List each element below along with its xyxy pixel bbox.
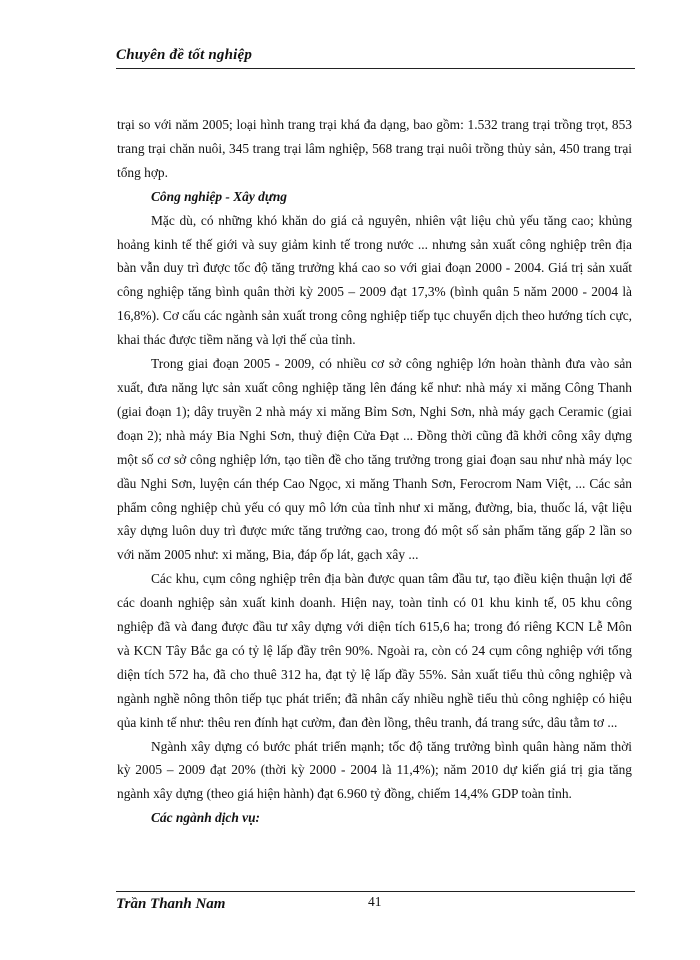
section-heading-industry-construction: Công nghiệp - Xây dựng <box>151 188 287 204</box>
header-divider <box>116 68 635 69</box>
paragraph-industrial-projects: Trong giai đoạn 2005 - 2009, có nhiều cơ sở công nghiệp lớn hoàn thành đưa vào sản xuất, đưa năng lực sản xuất công nghiệp tăng lên đáng kể như: nhà máy xi măng Công Thanh (giai đoạn 1); dây truyền 2 nhà máy xi măng Bỉm Sơn, Nghi Sơn, nhà máy gạch Ceramic (giai đoạn 2); nhà máy Bia Nghi Sơn, thuỷ điện Cửa Đạt ... Đồng thời cũng đã khởi công xây dựng một số cơ sở công nghiệp lớn, tạo tiền đề cho tăng trưởng trong giai đoạn sau như nhà máy lọc dầu Nghi Sơn, luyện cán thép Cao Ngọc, xi măng Thanh Sơn, Ferocrom Nam Việt, ... Các sản phẩm công nghiệp chủ yếu có quy mô lớn của tỉnh như xi măng, đường, bia, thuốc lá, vật liệu xây dựng luôn duy trì được mức tăng trưởng cao, trong đó một số sản phẩm tăng gấp 2 lần so với năm 2005 như: xi măng, Bia, đáp ốp lát, gạch xây ... <box>117 356 632 563</box>
paragraph-industry-growth: Mặc dù, có những khó khăn do giá cả nguyên, nhiên vật liệu chủ yếu tăng cao; khủng hoảng kinh tế thế giới và suy giảm kinh tế trong nước ... nhưng sản xuất công nghiệp trên địa bàn vẫn duy trì được tốc độ tăng trưởng khá cao so với giai đoạn 2000 - 2004. Giá trị sản xuất công nghiệp tăng bình quân thời kỳ 2005 – 2009 đạt 17,3% (bình quân 5 năm 2000 - 2004 là 16,8%). Cơ cấu các ngành sản xuất trong công nghiệp tiếp tục chuyển dịch theo hướng tích cực, khai thác được tiềm năng và lợi thế của tỉnh. <box>117 212 632 348</box>
paragraph-construction-sector: Ngành xây dựng có bước phát triển mạnh; tốc độ tăng trưởng bình quân hàng năm thời kỳ 2005 – 2009 đạt 20% (thời kỳ 2000 - 2004 là 11,4%); năm 2010 dự kiến giá trị gia tăng ngành xây dựng (theo giá hiện hành) đạt 6.960 tỷ đồng, chiếm 14,4% GDP toàn tỉnh. <box>117 738 632 802</box>
document-body <box>117 113 632 830</box>
page-number: 41 <box>368 894 382 909</box>
paragraph-industrial-zones: Các khu, cụm công nghiệp trên địa bàn được quan tâm đầu tư, tạo điều kiện thuận lợi để các doanh nghiệp sản xuất kinh doanh. Hiện nay, toàn tỉnh có 01 khu kinh tế, 05 khu công nghiệp đã và đang được đầu tư xây dựng với diện tích 615,6 ha; trong đó riêng KCN Lễ Môn và KCN Tây Bắc ga có tỷ lệ lấp đầy trên 90%. Ngoài ra, còn có 24 cụm công nghiệp với tổng diện tích 572 ha, đã cho thuê 312 ha, đạt tỷ lệ lấp đầy 55%. Sản xuất tiểu thủ công nghiệp và ngành nghề nông thôn tiếp tục phát triển; đã nhân cấy nhiều nghề tiểu thủ công nghiệp có hiệu qủa kinh tế như: thêu ren đính hạt cườm, đan đèn lồng, thêu tranh, đá trang sức, dâu tằm tơ ... <box>117 571 632 730</box>
footer-divider <box>116 891 635 892</box>
footer-author-name: Trần Thanh Nam <box>116 896 226 912</box>
section-heading-services: Các ngành dịch vụ: <box>151 810 261 826</box>
document-header-title: Chuyên đề tốt nghiệp <box>116 47 253 63</box>
paragraph-farms: trại so với năm 2005; loại hình trang trại khá đa dạng, bao gồm: 1.532 trang trại trồng trọt, 853 trang trại chăn nuôi, 345 trang trại lâm nghiệp, 568 trang trại nuôi trồng thủy sản, 450 trang trại tổng hợp. <box>117 117 632 180</box>
